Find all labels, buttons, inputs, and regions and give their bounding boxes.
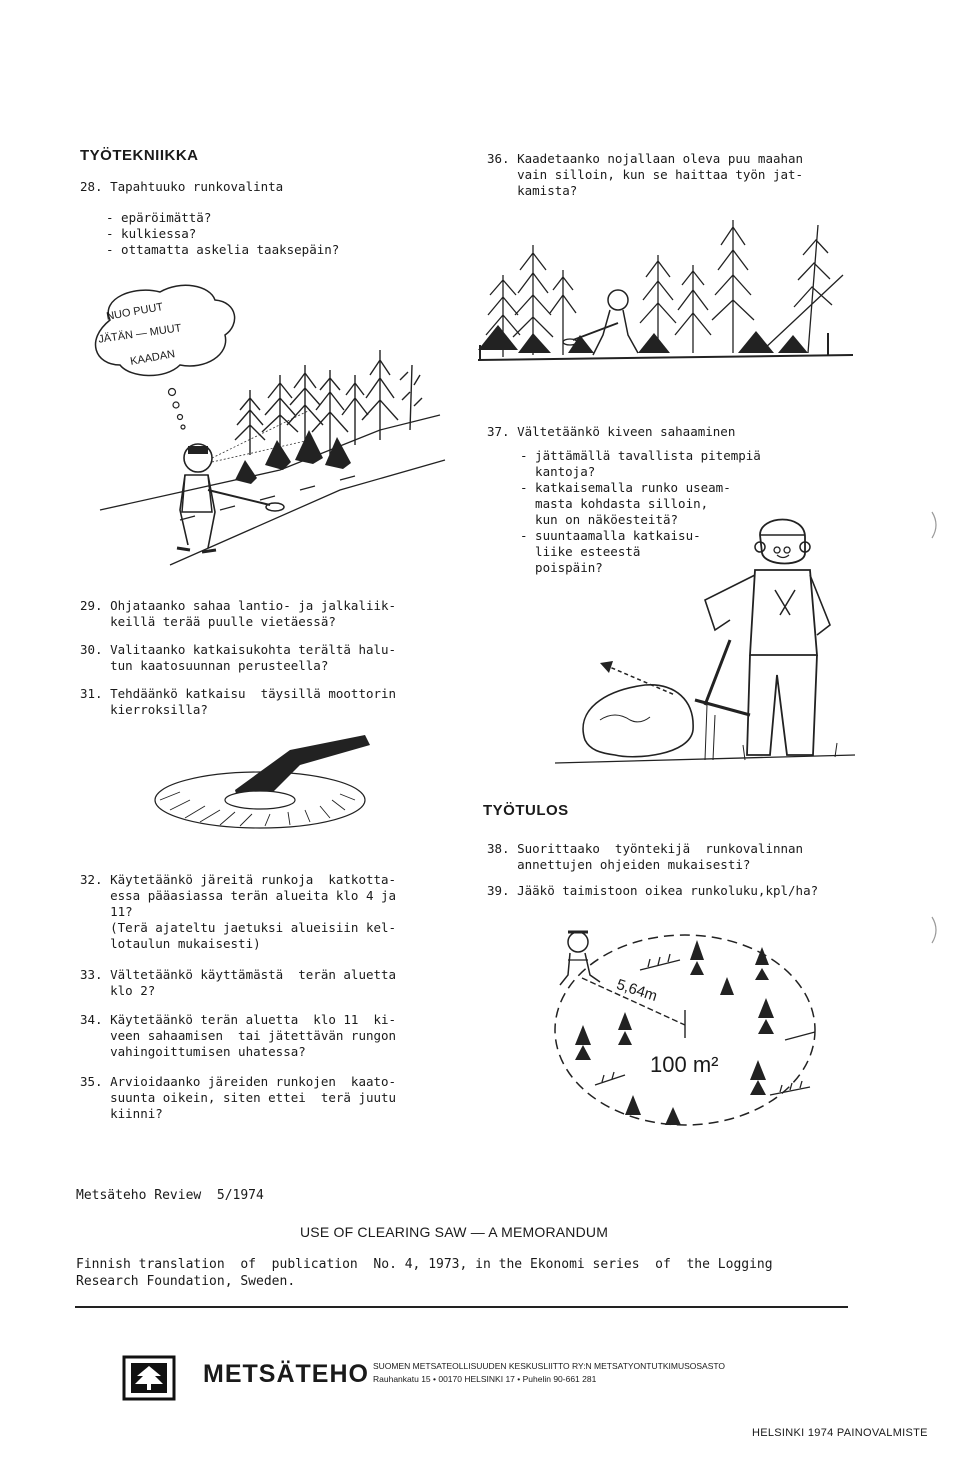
series-label: Metsäteho Review 5/1974: [76, 1188, 264, 1203]
option-line: - katkaisemalla runko useam-: [520, 480, 731, 495]
option-line: - ottamatta askelia taaksepäin?: [106, 242, 340, 257]
question-line: 35. Arvioidaanko järeiden runkojen kaato-: [80, 1074, 397, 1089]
question-line: annettujen ohjeiden mukaisesti?: [487, 857, 751, 872]
plot-area-label: 100 m²: [650, 1052, 719, 1077]
metsateho-logo-icon: [123, 1356, 175, 1400]
question-28: 28. Tapahtuuko runkovalinta: [80, 179, 284, 194]
divider: [75, 1306, 848, 1308]
question-line: tun kaatosuunnan perusteella?: [80, 658, 329, 673]
organization-address: Rauhankatu 15 • 00170 HELSINKI 17 • Puhelin 90-661 281: [373, 1374, 597, 1384]
question-line: 36. Kaadetaanko nojallaan oleva puu maahan: [487, 151, 804, 166]
question-35: [80, 1074, 396, 1122]
printer-note: HELSINKI 1974 PAINOVALMISTE: [752, 1427, 928, 1439]
question-line: lotaulun mukaisesti): [80, 936, 261, 951]
option-line: - kulkiessa?: [106, 226, 197, 241]
question-31: [80, 686, 396, 718]
question-38: [487, 841, 803, 873]
question-line: 31. Tehdäänkö katkaisu täysillä moottorin: [80, 686, 397, 701]
question-line: suunta oikein, siten ettei terä juutu: [80, 1090, 397, 1105]
option-line: masta kohdasta silloin,: [520, 496, 709, 511]
question-line: essa pääasiassa terän alueita klo 4 ja: [80, 888, 397, 903]
organization-name: SUOMEN METSATEOLLISUUDEN KESKUSLIITTO RY:N METSATYONTUTKIMUSOSASTO: [373, 1361, 726, 1371]
illustration-worker-stone: [555, 505, 855, 775]
plot-radius-label: 5,64m: [614, 975, 660, 1006]
illustration-saw-blade: [140, 730, 390, 840]
thought-line: KAADAN: [129, 348, 176, 368]
illustration-worker-thinking: [80, 280, 450, 570]
question-line: kiinni?: [80, 1106, 163, 1121]
question-line: klo 2?: [80, 983, 156, 998]
option-line: - jättämällä tavallista pitempiä: [520, 448, 761, 463]
brand-name: METSÄTEHO: [203, 1360, 369, 1388]
illustration-sample-plot: [540, 920, 830, 1140]
translation-note: [76, 1256, 773, 1290]
question-line: kamista?: [487, 183, 578, 198]
section-heading-tyotekniikka: TYÖTEKNIIKKA: [80, 147, 199, 164]
option-line: - epäröimättä?: [106, 210, 212, 225]
question-28-options: [106, 210, 339, 258]
question-32: [80, 872, 396, 952]
option-line: kun on näköesteitä?: [520, 512, 679, 527]
question-line: vahingoittumisen uhatessa?: [80, 1044, 306, 1059]
question-37: 37. Vältetäänkö kiveen sahaaminen: [487, 424, 736, 439]
question-line: 33. Vältetäänkö käyttämästä terän aluetta: [80, 967, 397, 982]
question-line: (Terä ajateltu jaetuksi alueisiin kel-: [80, 920, 397, 935]
question-36: [487, 151, 803, 199]
question-line: vain silloin, kun se haittaa työn jat-: [487, 167, 804, 182]
question-33: [80, 967, 396, 999]
question-line: 29. Ohjataanko sahaa lantio- ja jalkaliik-: [80, 598, 397, 613]
thought-line: JÄTÄN — MUUT: [97, 322, 183, 346]
section-heading-tyotulos: TYÖTULOS: [483, 802, 569, 819]
scan-edge-mark: [930, 915, 942, 945]
question-line: veen sahaamisen tai jätettävän rungon: [80, 1028, 397, 1043]
question-34: [80, 1012, 396, 1060]
illustration-leaning-tree: [478, 215, 858, 375]
document-title: USE OF CLEARING SAW — A MEMORANDUM: [300, 1224, 609, 1240]
question-line: 30. Valitaanko katkaisukohta terältä halu-: [80, 642, 397, 657]
translation-line: Research Foundation, Sweden.: [76, 1274, 296, 1289]
option-line: - suuntaamalla katkaisu-: [520, 528, 701, 543]
question-29: [80, 598, 396, 630]
question-line: 11?: [80, 904, 133, 919]
option-line: liike esteestä: [520, 544, 641, 559]
option-line: kantoja?: [520, 464, 596, 479]
question-30: [80, 642, 396, 674]
question-line: keillä terää puulle vietäessä?: [80, 614, 336, 629]
question-line: 34. Käytetäänkö terän aluetta klo 11 ki-: [80, 1012, 397, 1027]
scan-edge-mark: [930, 510, 942, 540]
question-39: 39. Jääkö taimistoon oikea runkoluku,kpl/ha?: [487, 883, 819, 898]
option-line: poispäin?: [520, 560, 603, 575]
question-line: 38. Suorittaako työntekijä runkovalinnan: [487, 841, 804, 856]
question-line: 32. Käytetäänkö järeitä runkoja katkotta-: [80, 872, 397, 887]
translation-line: Finnish translation of publication No. 4, 1973, in the Ekonomi series of the Logging: [76, 1257, 773, 1272]
question-line: kierroksilla?: [80, 702, 208, 717]
thought-line: NUO PUUT: [105, 301, 165, 323]
